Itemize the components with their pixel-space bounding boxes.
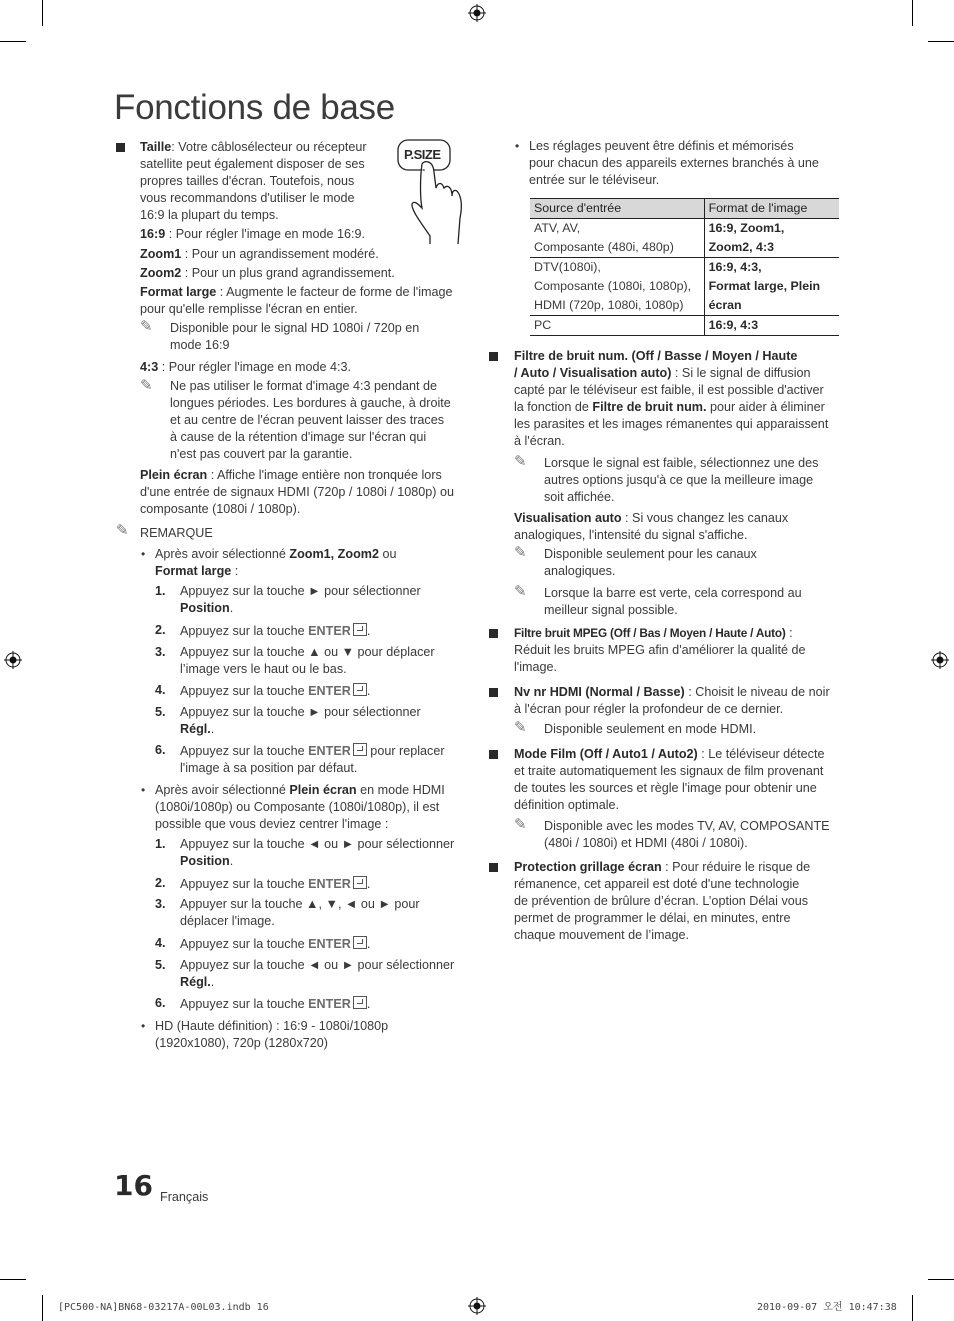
mode-film-text: et traite automatiquement les signaux de film provenant bbox=[514, 764, 824, 778]
visualisation-auto-text: analogiques, l'intensité du signal s'affiche. bbox=[514, 528, 748, 542]
print-date-info: 2010-09-07 오전 10:47:38 bbox=[757, 1302, 897, 1313]
taille-text: satellite peut également disposer de ses bbox=[140, 157, 365, 171]
visualisation-auto-text: : Si vous changez les canaux bbox=[621, 511, 789, 525]
table-row bbox=[530, 316, 839, 336]
step-text: Appuyez sur la touche ► pour sélectionner Position. bbox=[180, 583, 480, 617]
note-text: Disponible avec les modes TV, AV, COMPOSANTE bbox=[544, 819, 830, 833]
note-text: Ne pas utiliser le format d'image 4:3 pendant de bbox=[170, 379, 438, 393]
step-bold: Position bbox=[180, 601, 230, 615]
table-cell bbox=[704, 258, 839, 316]
note-pencil-icon: ✎ bbox=[116, 522, 129, 539]
step-text-line: Appuyez sur la touche ► pour sélectionner bbox=[180, 705, 421, 719]
filtre-bruit-text: pour aider à éliminer bbox=[706, 400, 825, 414]
crop-mark bbox=[928, 41, 954, 42]
bullet-dot: • bbox=[515, 139, 520, 153]
step-number: 3. bbox=[155, 897, 166, 911]
bullet-text: Les réglages peuvent être définis et mémorisés bbox=[529, 139, 794, 153]
cell-line: DTV(1080i), bbox=[534, 260, 601, 274]
note-text: mode 16:9 bbox=[170, 338, 230, 352]
mode-zoom2 bbox=[140, 265, 470, 282]
crop-mark bbox=[42, 1295, 43, 1321]
cell-line: 16:9, 4:3 bbox=[708, 318, 759, 332]
remark-text: en mode HDMI bbox=[356, 783, 445, 797]
hdmi-text: : Choisit le niveau de noir bbox=[684, 685, 830, 699]
mode-list bbox=[140, 226, 470, 318]
step-bold: Régl. bbox=[180, 722, 211, 736]
bullet-square-icon bbox=[489, 688, 498, 697]
step-text bbox=[180, 896, 480, 930]
step-text bbox=[180, 644, 480, 678]
step-number: 2. bbox=[155, 623, 166, 637]
enter-icon bbox=[353, 876, 367, 889]
registration-mark-icon bbox=[468, 1297, 486, 1315]
page-number: 16 bbox=[114, 1169, 153, 1202]
table-header: Source d'entrée bbox=[530, 199, 704, 219]
mode-plein-ecran bbox=[140, 467, 475, 518]
visualisation-auto-note bbox=[544, 546, 844, 580]
note-text: Disponible pour le signal HD 1080i / 720p en bbox=[170, 321, 420, 335]
step-text-line: Appuyez sur la touche ▲ ou ▼ pour déplacer bbox=[180, 645, 435, 659]
bullet-dot: • bbox=[141, 783, 146, 797]
mpeg-section bbox=[514, 625, 844, 676]
settings-bullet bbox=[529, 138, 849, 189]
filtre-bruit-bold: Filtre de bruit num. bbox=[592, 400, 707, 414]
enter-icon bbox=[353, 936, 367, 949]
plein-ecran-text: d'une entrée de signaux HDMI (720p / 1080i / 1080p) ou bbox=[140, 485, 454, 499]
table-cell bbox=[704, 219, 839, 258]
cell-line: Zoom2, 4:3 bbox=[708, 240, 774, 254]
plein-ecran-text: : Affiche l'image entière non tronquée lors bbox=[207, 468, 442, 482]
mpeg-title: Filtre bruit MPEG (Off / Bas / Moyen / Haute / Auto) bbox=[514, 626, 786, 640]
protection-grillage-text: chaque mouvement de l’image. bbox=[514, 928, 690, 942]
bullet-square-icon bbox=[116, 143, 125, 152]
table-cell bbox=[530, 258, 704, 316]
plein-ecran-term: Plein écran bbox=[140, 468, 208, 482]
filtre-bruit-text: la fonction de bbox=[514, 400, 593, 414]
enter-icon bbox=[353, 743, 367, 756]
table-cell bbox=[704, 316, 839, 336]
enter-key-label: ENTER bbox=[308, 997, 351, 1011]
cell-line: Composante (480i, 480p) bbox=[534, 240, 674, 254]
enter-key-label: ENTER bbox=[308, 877, 351, 891]
remark-text: HD (Haute définition) : 16:9 - 1080i/1080p bbox=[155, 1019, 389, 1033]
format-large-text: : Augmente le facteur de forme de l'image bbox=[216, 285, 453, 299]
hdmi-text: à l'écran pour régler la profondeur de ce dernier. bbox=[514, 702, 784, 716]
cell-line: 16:9, Zoom1, bbox=[708, 221, 785, 235]
filtre-bruit-text: capté par le téléviseur est faible, il est possible d'activer bbox=[514, 383, 824, 397]
hdmi-note: Disponible seulement en mode HDMI. bbox=[544, 722, 757, 736]
note-text: longues périodes. Les bordures à gauche, à droite bbox=[170, 396, 451, 410]
step-text-line: Appuyer sur la touche ▲, ▼, ◄ ou ► pour bbox=[180, 897, 420, 911]
step-text: Appuyez sur la touche ► pour sélectionner Régl.. bbox=[180, 704, 480, 738]
bullet-dot: • bbox=[141, 1019, 146, 1033]
step-text-line: Appuyez sur la touche bbox=[180, 624, 309, 638]
mode-zoom1 bbox=[140, 246, 470, 263]
zoom1-text: : Pour un agrandissement modéré. bbox=[181, 247, 379, 261]
step-text-line: Appuyez sur la touche bbox=[180, 877, 309, 891]
filtre-bruit-section bbox=[514, 348, 844, 450]
registration-mark-icon bbox=[4, 651, 22, 669]
step-text bbox=[180, 742, 480, 777]
step-text-line: Appuyez sur la touche bbox=[180, 684, 309, 698]
mode-43 bbox=[140, 359, 470, 376]
bullet-text: pour chacun des appareils externes branchés à une bbox=[529, 156, 819, 170]
mode-film-section bbox=[514, 746, 844, 814]
step-text-line: Appuyez sur la touche bbox=[180, 744, 309, 758]
step-number: 6. bbox=[155, 996, 166, 1010]
step-text-line: Appuyez sur la touche ◄ ou ► pour sélectionner bbox=[180, 958, 455, 972]
taille-text: vous recommandons d'utiliser le mode bbox=[140, 191, 355, 205]
step-text: Appuyez sur la touche ENTER . bbox=[180, 937, 371, 951]
note-pencil-icon: ✎ bbox=[514, 719, 527, 736]
psize-label: P.SIZE bbox=[404, 147, 441, 162]
note-text: (480i / 1080i) et HDMI (480i / 1080i). bbox=[544, 836, 748, 850]
filtre-bruit-text: les parasites et les images rémanentes qui apparaissent bbox=[514, 417, 829, 431]
cell-line: Composante (1080i, 1080p), bbox=[534, 279, 692, 293]
step-text: Appuyez sur la touche ENTER . bbox=[180, 997, 371, 1011]
note-pencil-icon: ✎ bbox=[514, 453, 527, 470]
bullet-text: entrée sur le téléviseur. bbox=[529, 173, 660, 187]
note-text: et au centre de l'écran peuvent laisser des traces bbox=[170, 413, 445, 427]
step-text: Appuyez sur la touche ENTER . bbox=[180, 684, 371, 698]
mode-169 bbox=[140, 226, 470, 243]
taille-text: 16:9 la plupart du temps. bbox=[140, 208, 279, 222]
protection-grillage-text: : Pour réduire le risque de bbox=[661, 860, 811, 874]
remark-bullet bbox=[155, 782, 475, 833]
protection-grillage-text: rémanence, cet appareil est doté d'une technologie bbox=[514, 877, 800, 891]
zoom1-term: Zoom1 bbox=[140, 247, 182, 261]
step-number: 4. bbox=[155, 683, 166, 697]
mode-169-text: : Pour régler l'image en mode 16:9. bbox=[165, 227, 366, 241]
step-bold: Position bbox=[180, 854, 230, 868]
mode-film-text: définition optimale. bbox=[514, 798, 620, 812]
remark-text: ou bbox=[378, 547, 397, 561]
step-text-line: l'image à sa position par défaut. bbox=[180, 761, 358, 775]
remark-bold: Format large bbox=[155, 564, 232, 578]
remark-bold: Zoom1, Zoom2 bbox=[289, 547, 379, 561]
cell-line: 16:9, 4:3, bbox=[708, 260, 762, 274]
step-text: Appuyez sur la touche ◄ ou ► pour sélectionner Régl.. bbox=[180, 957, 480, 991]
bullet-dot: • bbox=[141, 547, 146, 561]
format-large-note bbox=[170, 320, 470, 354]
note-pencil-icon: ✎ bbox=[514, 583, 527, 600]
enter-icon bbox=[353, 996, 367, 1009]
note-pencil-icon: ✎ bbox=[514, 544, 527, 561]
step-number: 3. bbox=[155, 645, 166, 659]
step-number: 1. bbox=[155, 584, 166, 598]
step-text: Appuyez sur la touche ENTER . bbox=[180, 624, 371, 638]
enter-icon bbox=[353, 623, 367, 636]
step-text-line: déplacer l'image. bbox=[180, 914, 275, 928]
enter-key-label: ENTER bbox=[308, 624, 351, 638]
step-text: Appuyez sur la touche ◄ ou ► pour sélectionner Position. bbox=[180, 836, 480, 870]
zoom2-text: : Pour un plus grand agrandissement. bbox=[181, 266, 395, 280]
format-large-term: Format large bbox=[140, 285, 217, 299]
mpeg-text: Réduit les bruits MPEG afin d'améliorer la qualité de bbox=[514, 643, 806, 657]
step-number: 2. bbox=[155, 876, 166, 890]
crop-mark bbox=[912, 0, 913, 26]
remark-text: (1080i/1080p) ou Composante (1080i/1080p), il est bbox=[155, 800, 440, 814]
note-pencil-icon: ✎ bbox=[140, 377, 153, 394]
protection-grillage-section bbox=[514, 859, 844, 944]
note-text: à cause de la rétention d'image sur l'écran qui bbox=[170, 430, 427, 444]
format-large-text: pour qu'elle remplisse l'écran en entier. bbox=[140, 302, 358, 316]
step-bold: Régl. bbox=[180, 975, 211, 989]
step-number: 4. bbox=[155, 936, 166, 950]
enter-key-label: ENTER bbox=[308, 684, 351, 698]
mode-film-title: Mode Film (Off / Auto1 / Auto2) bbox=[514, 747, 698, 761]
mode-film-text: : Le téléviseur détecte bbox=[697, 747, 825, 761]
remark-text: Après avoir sélectionné bbox=[155, 783, 290, 797]
note-pencil-icon: ✎ bbox=[140, 318, 153, 335]
note-text: Disponible seulement pour les canaux bbox=[544, 547, 757, 561]
mode-169-term: 16:9 bbox=[140, 227, 166, 241]
mode-film-text: de toutes les sources et règle l'image pour obtenir une bbox=[514, 781, 817, 795]
remark-bullet bbox=[155, 546, 475, 580]
mpeg-text: : bbox=[785, 626, 793, 640]
crop-mark bbox=[0, 1279, 26, 1280]
cell-line: écran bbox=[708, 298, 742, 312]
filtre-bruit-note bbox=[544, 455, 844, 506]
crop-mark bbox=[912, 1295, 913, 1321]
filtre-bruit-text: : Si le signal de diffusion bbox=[671, 366, 811, 380]
mpeg-text: l'image. bbox=[514, 660, 558, 674]
enter-icon bbox=[353, 683, 367, 696]
crop-mark bbox=[928, 1279, 954, 1280]
bullet-square-icon bbox=[489, 750, 498, 759]
note-text: meilleur signal possible. bbox=[544, 603, 678, 617]
protection-grillage-text: permet de programmer le délai, en minutes, entre bbox=[514, 911, 791, 925]
plein-ecran-text: composante (1080i / 1080p). bbox=[140, 502, 301, 516]
note-text: analogiques. bbox=[544, 564, 616, 578]
crop-mark bbox=[0, 41, 26, 42]
note-pencil-icon: ✎ bbox=[514, 816, 527, 833]
filtre-bruit-text: à l'écran. bbox=[514, 434, 565, 448]
remark-text: possible que vous deviez centrer l'image : bbox=[155, 817, 389, 831]
taille-text: propres tailles d'écran. Toutefois, nous bbox=[140, 174, 355, 188]
taille-term: Taille bbox=[140, 140, 172, 154]
protection-grillage-text: de prévention de brûlure d’écran. L’option Délai vous bbox=[514, 894, 809, 908]
bullet-square-icon bbox=[489, 352, 498, 361]
page-title: Fonctions de base bbox=[114, 88, 395, 127]
table-row bbox=[530, 219, 839, 258]
crop-mark bbox=[42, 0, 43, 26]
table-row bbox=[530, 258, 839, 316]
mode-43-text: : Pour régler l'image en mode 4:3. bbox=[158, 360, 352, 374]
registration-mark-icon bbox=[468, 4, 486, 22]
cell-line: PC bbox=[534, 318, 552, 332]
note-text: autres options jusqu'à ce que la meilleure image bbox=[544, 473, 814, 487]
step-number: 5. bbox=[155, 705, 166, 719]
note-text: n'est pas couvert par la garantie. bbox=[170, 447, 353, 461]
enter-key-label: ENTER bbox=[308, 937, 351, 951]
filtre-bruit-title: / Auto / Visualisation auto) bbox=[514, 366, 672, 380]
cell-line: HDMI (720p, 1080i, 1080p) bbox=[534, 298, 684, 312]
cell-line: ATV, AV, bbox=[534, 221, 581, 235]
filtre-bruit-title: Filtre de bruit num. (Off / Basse / Moyen / Haute bbox=[514, 349, 798, 363]
mode-43-note bbox=[170, 378, 470, 463]
bullet-square-icon bbox=[489, 629, 498, 638]
remark-bullet bbox=[155, 1018, 475, 1052]
taille-section bbox=[140, 139, 390, 224]
visualisation-auto-term: Visualisation auto bbox=[514, 511, 622, 525]
hdmi-title: Nv nr HDMI (Normal / Basse) bbox=[514, 685, 685, 699]
table-header: Format de l'image bbox=[704, 199, 839, 219]
mode-film-note bbox=[544, 818, 844, 852]
table-cell bbox=[530, 316, 704, 336]
bullet-square-icon bbox=[489, 863, 498, 872]
remarque-heading: REMARQUE bbox=[140, 526, 213, 540]
mode-format-large bbox=[140, 284, 470, 301]
note-text: Lorsque la barre est verte, cela correspond au bbox=[544, 586, 802, 600]
step-text-line: Appuyez sur la touche bbox=[180, 997, 309, 1011]
step-text-line: l’image vers le haut ou le bas. bbox=[180, 662, 347, 676]
mode-43-term: 4:3 bbox=[140, 360, 159, 374]
protection-grillage-title: Protection grillage écran bbox=[514, 860, 662, 874]
page-language: Français bbox=[160, 1190, 209, 1204]
print-file-info: [PC500-NA]BN68-03217A-00L03.indb 16 bbox=[58, 1302, 269, 1313]
step-number: 1. bbox=[155, 837, 166, 851]
step-number: 5. bbox=[155, 958, 166, 972]
step-text-line: Appuyez sur la touche ◄ ou ► pour sélectionner bbox=[180, 837, 455, 851]
step-text: Appuyez sur la touche ENTER . bbox=[180, 877, 371, 891]
remark-bold: Plein écran bbox=[289, 783, 357, 797]
remark-text: (1920x1080), 720p (1280x720) bbox=[155, 1036, 328, 1050]
format-table bbox=[530, 198, 839, 336]
table-header-row bbox=[530, 199, 839, 219]
note-text: Lorsque le signal est faible, sélectionnez une des bbox=[544, 456, 819, 470]
hdmi-section bbox=[514, 684, 844, 718]
step-number: 6. bbox=[155, 743, 166, 757]
remark-text: Après avoir sélectionné bbox=[155, 547, 290, 561]
step-text-line: pour replacer bbox=[366, 744, 445, 758]
note-text: soit affichée. bbox=[544, 490, 615, 504]
cell-line: Format large, Plein bbox=[708, 279, 821, 293]
table-cell bbox=[530, 219, 704, 258]
visualisation-auto bbox=[514, 510, 844, 544]
step-text-line: Appuyez sur la touche ► pour sélectionner bbox=[180, 584, 421, 598]
remark-text: : bbox=[231, 564, 239, 578]
visualisation-auto-note bbox=[544, 585, 844, 619]
enter-key-label: ENTER bbox=[308, 744, 351, 758]
step-text-line: Appuyez sur la touche bbox=[180, 937, 309, 951]
taille-text: : Votre câblosélecteur ou récepteur bbox=[171, 140, 367, 154]
registration-mark-icon bbox=[931, 651, 949, 669]
zoom2-term: Zoom2 bbox=[140, 266, 182, 280]
